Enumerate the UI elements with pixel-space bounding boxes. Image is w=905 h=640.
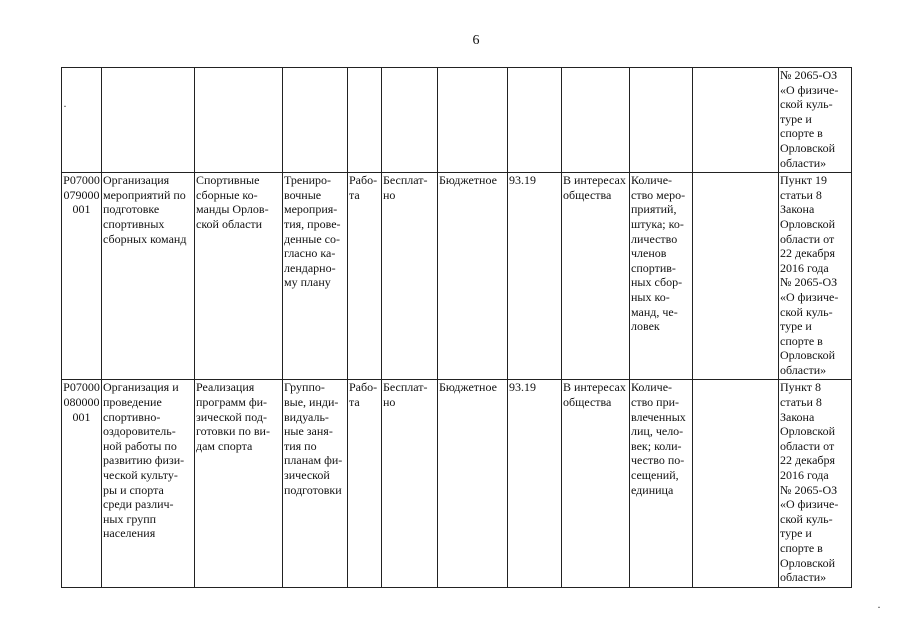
registry-code-cell: Р07000 080000 001 [62, 380, 102, 587]
table-row [62, 173, 852, 380]
legal-basis-cell: Пункт 8 статьи 8 Закона Орловской области от 22 декабря 2016 года № 2065-ОЗ «О физиче- ской куль- туре и спорте в Орловской области» [779, 380, 852, 587]
legal-basis-cell: Пункт 19 статьи 8 Закона Орловской области от 22 декабря 2016 года № 2065-ОЗ «О физиче- ской куль- туре и спорте в Орловской области» [779, 173, 852, 380]
content-cell: Трениро- вочные мероприя- тия, прове- денные со- гласно ка- лендарно- му плану [283, 173, 348, 380]
service-name-cell: Организация мероприятий по подготовке спортивных сборных команд [102, 173, 195, 380]
services-table [61, 67, 852, 588]
table-cell [562, 68, 630, 173]
type-cell: Рабо- та [348, 380, 382, 587]
okved-code-cell: 93.19 [508, 380, 562, 587]
table-cell [693, 380, 779, 587]
service-name-cell: Организация и проведение спортивно- оздоровитель- ной работы по развитию физи- ческой культу- ры и спорта среди различ- ных групп населения [102, 380, 195, 587]
payment-cell: Бесплат- но [382, 173, 438, 380]
table-cell [693, 173, 779, 380]
table-cell [630, 68, 693, 173]
table-cell [195, 68, 283, 173]
consumer-category-cell: Реализация программ фи- зической под- готовки по ви- дам спорта [195, 380, 283, 587]
page-number: 6 [472, 33, 480, 48]
okved-code-cell: 93.19 [508, 173, 562, 380]
stray-mark: · [63, 99, 67, 113]
table-cell [508, 68, 562, 173]
legal-basis-cell: № 2065-ОЗ «О физиче- ской куль- туре и спорте в Орловской области» [779, 68, 852, 173]
table-cell [438, 68, 508, 173]
table-row [62, 68, 852, 173]
payment-cell: Бесплат- но [382, 380, 438, 587]
consumer-category-cell: Спортивные сборные ко- манды Орлов- ской области [195, 173, 283, 380]
table-cell [348, 68, 382, 173]
stray-mark: · [877, 600, 881, 614]
indicator-cell: Количе- ство меро- приятий, штука; ко- личество членов спортив- ных сбор- ных ко- манд, че- ловек [630, 173, 693, 380]
institution-type-cell: Бюджетное [438, 380, 508, 587]
table-cell [62, 68, 102, 173]
registry-code-cell: Р07000 079000 001 [62, 173, 102, 380]
content-cell: Группо- вые, инди- видуаль- ные заня- тия по планам фи- зической подготовки [283, 380, 348, 587]
table-body [62, 68, 852, 588]
indicator-cell: Количе- ство при- влеченных лиц, чело- век; коли- чество по- сещений, единица [630, 380, 693, 587]
interest-cell: В интересах общества [562, 173, 630, 380]
table-row [62, 380, 852, 587]
institution-type-cell: Бюджетное [438, 173, 508, 380]
table-cell [283, 68, 348, 173]
table-cell [102, 68, 195, 173]
type-cell: Рабо- та [348, 173, 382, 380]
table-cell [382, 68, 438, 173]
interest-cell: В интересах общества [562, 380, 630, 587]
table-cell [693, 68, 779, 173]
